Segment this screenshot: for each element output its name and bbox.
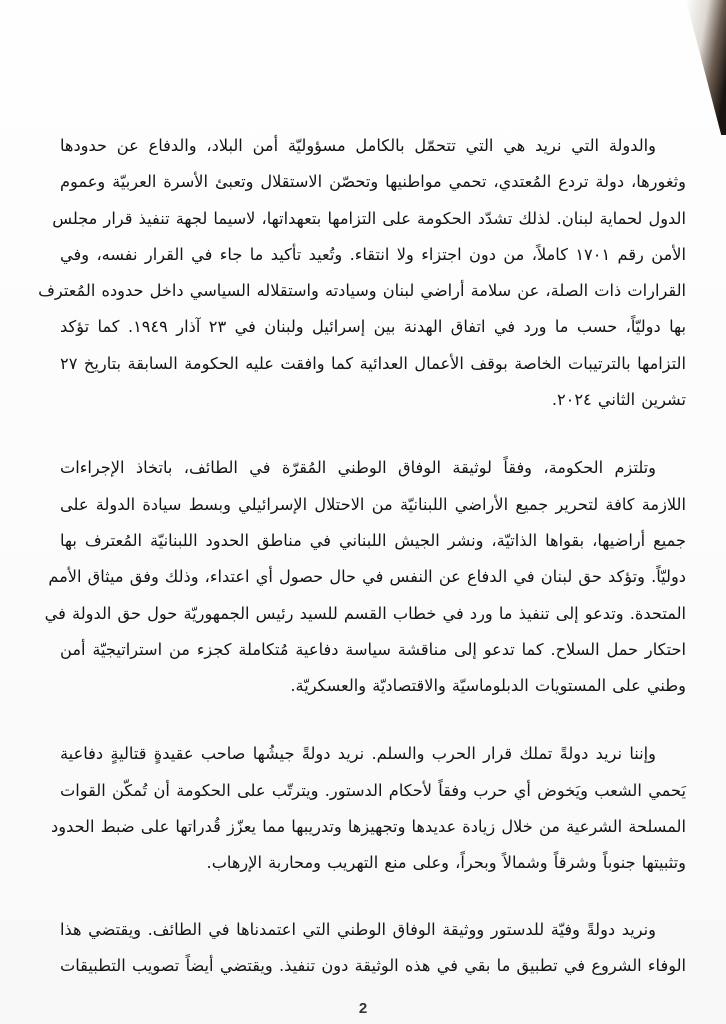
text-line: يَحمي الشعب ويَخوض أي حرب وفقاً لأحكام الدستور. ويترتّب على الحكومة أن تُمكّن القوات [60, 780, 686, 800]
photo-edge-shadow [686, 0, 726, 135]
page-number: 2 [358, 1000, 368, 1017]
text-line: الدول لحماية لبنان. لذلك تشدّد الحكومة على التزامها بتعهداتها، لاسيما لجهة تنفيذ قرار مجلس [52, 208, 686, 228]
text-line: الأمن رقم ١٧٠١ كاملاً، من دون اجتزاء ولا انتقاء. وتُعيد تأكيد ما جاء في القرار نفسه، وفي [60, 244, 686, 264]
text-line: تشرين الثاني ٢٠٢٤. [551, 390, 686, 410]
text-line: القرارات ذات الصلة، عن سلامة أراضي لبنان وسيادته واستقلاله السياسي داخل حدوده المُعترف [38, 281, 686, 301]
text-line: والدولة التي نريد هي التي تتحمّل بالكامل مسؤوليّة أمن البلاد، والدفاع عن حدودها [60, 136, 656, 155]
text-line: دوليّاً. وتؤكد حق لبنان في الدفاع عن النفس في حال حصول أي اعتداء، وذلك وفق ميثاق الأمم [48, 567, 686, 587]
text-line: ونريد دولةً وفيّة للدستور ووثيقة الوفاق الوطني التي اعتمدناها في الطائف. ويقتضي هذا [60, 919, 656, 939]
text-line: وتثبيتها جنوباً وشرقاً وشمالاً وبحراً، وعلى منع التهريب ومحاربة الإرهاب. [206, 853, 686, 873]
document-body [38, 128, 687, 984]
text-line: بها دوليّاً، حسب ما ورد في اتفاق الهدنة بين إسرائيل ولبنان في ٢٣ آذار ١٩٤٩. كما تؤكد [60, 317, 687, 337]
paragraph-war-peace-decision [51, 736, 686, 881]
text-line: جميع أراضيها، بقواها الذاتيّة، ونشر الجيش اللبناني في مناطق الحدود اللبنانيّة المُعترف بها [60, 530, 686, 550]
text-line: وإننا نريد دولةً تملك قرار الحرب والسلم. نريد دولةً جيشُها صاحب عقيدةٍ قتاليةٍ دفاعية [60, 744, 656, 764]
text-line: المسلحة الشرعية من خلال زيادة عديدها وتجهيزها وتدريبها مما يعزّز قُدراتها على ضبط الحدود [51, 817, 686, 837]
text-line: التزامها بالترتيبات الخاصة بوقف الأعمال العدائية كما وافقت عليه الحكومة السابقة بتاريخ ٢٧ [60, 353, 686, 373]
text-line: وتلتزم الحكومة، وفقاً لوثيقة الوفاق الوطني المُقرّة في الطائف، باتخاذ الإجراءات [60, 458, 656, 478]
paragraph-taif-commitment [44, 450, 686, 704]
paragraph-constitution-loyalty [60, 912, 686, 985]
text-line: الوفاء الشروع في تطبيق ما بقي في هذه الوثيقة دون تنفيذ. ويقتضي أيضاً تصويب التطبيقات [60, 955, 686, 975]
text-line: احتكار حمل السلاح. كما تدعو إلى مناقشة سياسة دفاعية مُتكاملة كجزء من استراتيجيّة أمن [60, 639, 686, 659]
text-line: وثغورها، دولة تردع المُعتدي، تحمي مواطنيها وتحصّن الاستقلال وتعبئ الأسرة العربيّة وعموم [60, 172, 686, 192]
text-line: المتحدة. وتدعو إلى تنفيذ ما ورد في خطاب القسم للسيد رئيس الجمهوريّة حول حق الدولة في [44, 603, 686, 623]
text-line: اللازمة كافة لتحرير جميع الأراضي اللبنانيّة من الاحتلال الإسرائيلي وبسط سيادة الدولة على [60, 494, 686, 514]
paragraph-state-responsibility [38, 128, 687, 418]
text-line: وطني على المستويات الدبلوماسيّة والاقتصاديّة والعسكريّة. [290, 676, 686, 696]
